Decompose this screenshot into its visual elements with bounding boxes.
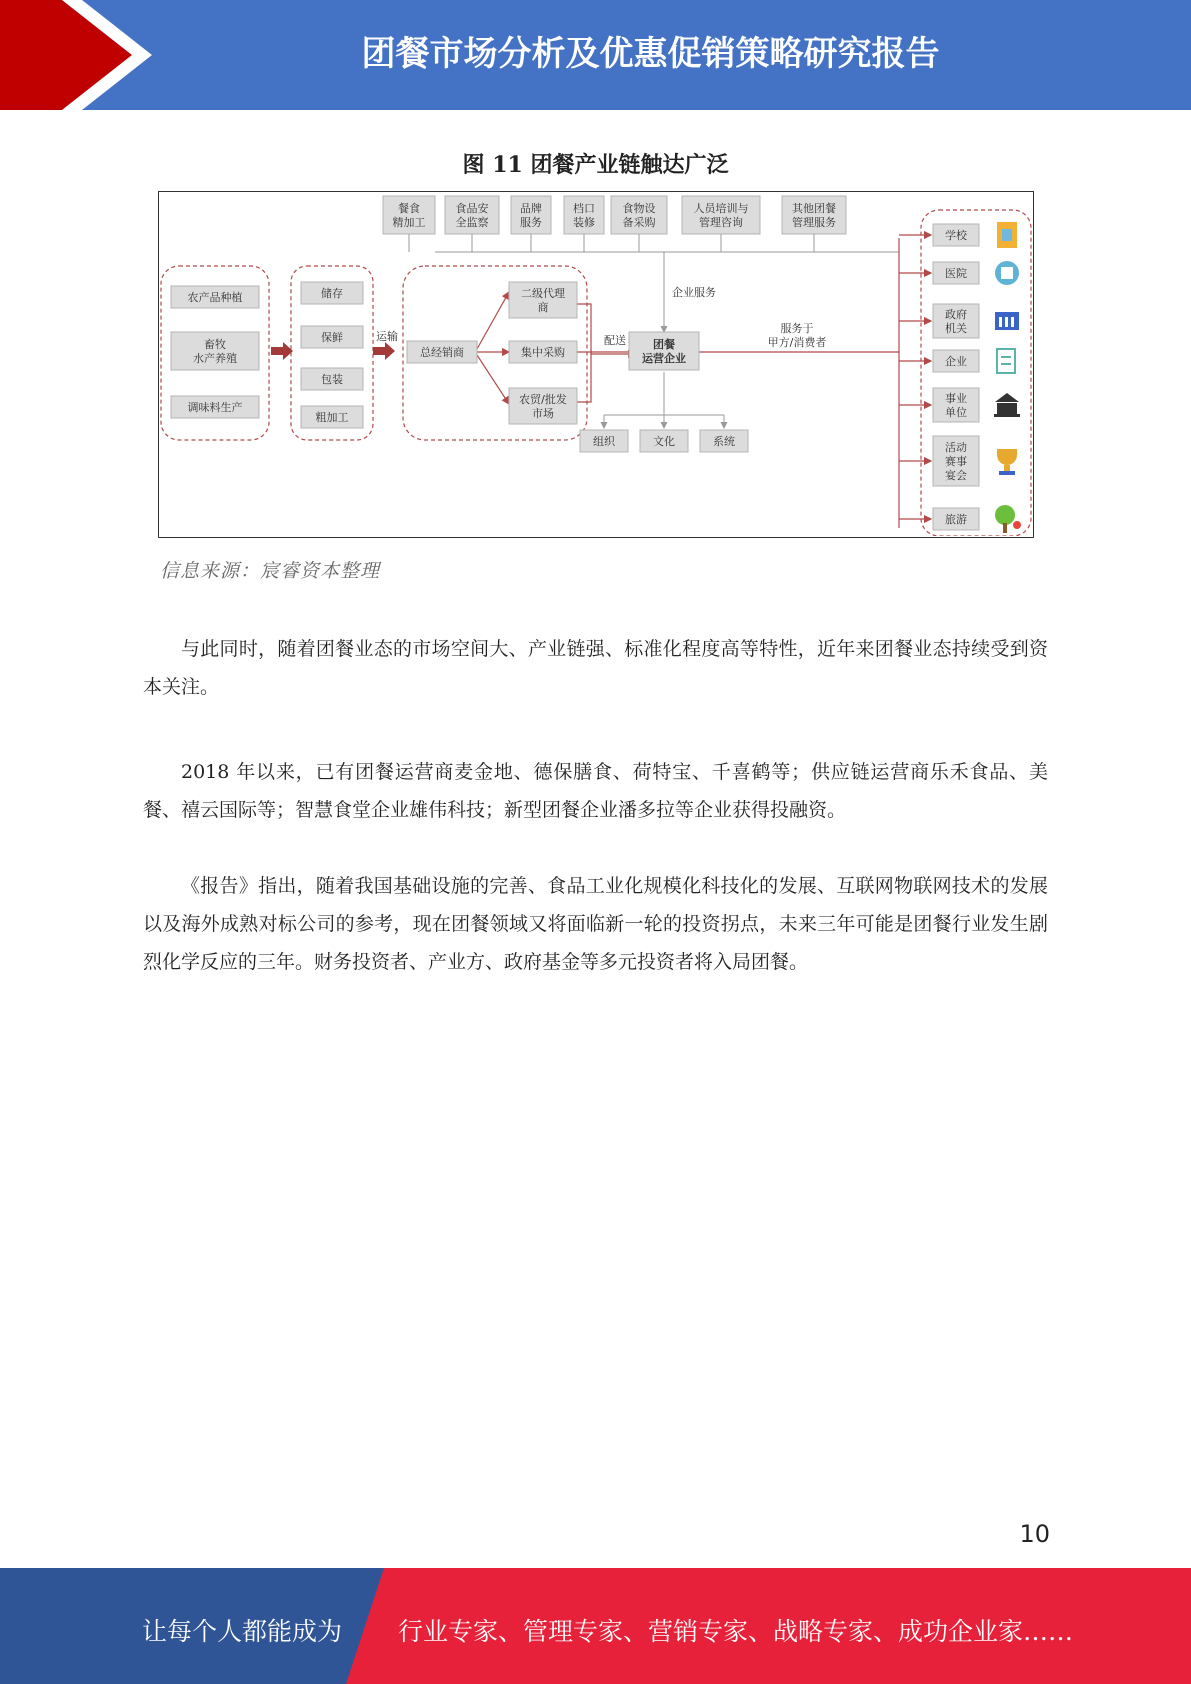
customer-1-label-0: 医院	[945, 267, 967, 280]
bottom-2	[700, 430, 748, 452]
customer-1	[933, 262, 979, 284]
customer-3-label-0: 企业	[945, 355, 967, 368]
customer-4	[933, 388, 979, 422]
customer-0	[933, 224, 979, 246]
logistics-3	[301, 406, 363, 428]
channel-1-label-0: 集中采购	[521, 346, 565, 359]
enterprise-service-label: 企业服务	[672, 286, 716, 299]
channel-2-label-0: 农贸/批发	[519, 393, 567, 406]
footer-slogan-right: 行业专家、管理专家、营销专家、战略专家、成功企业家……	[398, 1617, 1074, 1646]
logistics-1-label-0: 保鲜	[321, 331, 343, 344]
figure-title: 图 11 团餐产业链触达广泛	[462, 152, 729, 178]
top-service-4	[611, 196, 667, 234]
bottom-0	[580, 430, 628, 452]
channel-1	[509, 341, 577, 363]
page-header	[0, 0, 1191, 110]
customer-4-label-0: 事业	[945, 392, 967, 405]
upstream-2	[171, 396, 259, 418]
logistics-2-label-0: 包装	[321, 373, 343, 386]
top-service-6-label-1: 管理服务	[792, 216, 836, 229]
serve-label-0: 服务于	[780, 322, 814, 335]
top-service-0-label-0: 餐食	[398, 202, 420, 215]
top-service-0-label-1: 精加工	[392, 216, 426, 229]
footer-slogan-left: 让每个人都能成为	[142, 1617, 343, 1646]
tree-icon	[995, 505, 1021, 533]
channel-0-label-1: 商	[537, 301, 549, 314]
top-service-6-label-0: 其他团餐	[792, 202, 836, 215]
distributor	[407, 341, 477, 363]
customer-0-label-0: 学校	[945, 229, 967, 242]
office-building-icon	[997, 349, 1015, 373]
header-title: 团餐市场分析及优惠促销策略研究报告	[361, 34, 940, 74]
top-service-5-label-1: 管理咨询	[699, 216, 743, 229]
top-service-1-label-0: 食品安	[455, 202, 489, 215]
paragraph-2: 2018 年以来，已有团餐运营商麦金地、德保膳食、荷特宝、千喜鹤等；供应链运营商乐禾食品、美餐、禧云国际等；智慧食堂企业雄伟科技；新型团餐企业潘多拉等企业获得投融资。	[143, 761, 1048, 821]
core-operator	[629, 332, 699, 370]
bottom-1	[640, 430, 688, 452]
top-service-1-label-1: 全监察	[455, 216, 489, 229]
channel-0-label-0: 二级代理	[521, 287, 565, 300]
top-service-3-label-0: 档口	[573, 202, 595, 215]
trophy-icon	[997, 449, 1017, 475]
channel-2	[509, 388, 577, 424]
customer-2-label-1: 机关	[945, 322, 967, 335]
upstream-1-label-0: 畜牧	[204, 338, 226, 351]
government-icon	[995, 312, 1019, 330]
top-service-3-label-1: 装修	[573, 216, 595, 229]
bottom-1-label-0: 文化	[653, 435, 675, 448]
upstream-0-label-0: 农产品种植	[187, 291, 243, 304]
logistics-0-label-0: 储存	[321, 287, 343, 300]
top-service-2-label-1: 服务	[520, 216, 542, 229]
core-operator-label-0: 团餐	[653, 338, 675, 351]
industry-chain-diagram	[158, 191, 1034, 538]
school-icon	[997, 222, 1017, 248]
figure-source: 信息来源：宸睿资本整理	[160, 560, 381, 582]
distributor-label-0: 总经销商	[420, 346, 464, 359]
top-service-5-label-0: 人员培训与	[693, 202, 749, 215]
customer-6-label-0: 旅游	[945, 513, 967, 526]
customer-6	[933, 508, 979, 530]
upstream-1	[171, 332, 259, 370]
upstream-2-label-0: 调味料生产	[187, 401, 243, 414]
bottom-2-label-0: 系统	[713, 435, 735, 448]
top-service-2-label-0: 品牌	[520, 202, 542, 215]
top-service-0	[383, 196, 435, 234]
paragraph-3: 《报告》指出，随着我国基础设施的完善、食品工业化规模化科技化的发展、互联网物联网技术的发展以及海外成熟对标公司的参考，现在团餐领域又将面临新一轮的投资拐点，未来三年可能是团餐行业发生剧烈化学反应的三年。财务投资者、产业方、政府基金等多元投资者将入局团餐。	[143, 875, 1048, 973]
logistics-2	[301, 368, 363, 390]
institution-icon	[994, 393, 1020, 417]
hospital-icon	[995, 261, 1019, 285]
serve-label-1: 甲方/消费者	[767, 336, 827, 349]
bottom-0-label-0: 组织	[593, 435, 615, 448]
customer-5	[933, 436, 979, 486]
customer-5-label-2: 宴会	[945, 469, 967, 482]
top-service-1	[445, 196, 499, 234]
upstream-1-label-1: 水产养殖	[193, 352, 237, 365]
customer-5-label-0: 活动	[945, 441, 967, 454]
logistics-0	[301, 282, 363, 304]
customer-4-label-1: 单位	[945, 406, 967, 419]
core-operator-label-1: 运营企业	[642, 352, 686, 365]
delivery-label: 配送	[604, 334, 626, 347]
channel-2-label-1: 市场	[532, 407, 554, 420]
top-service-4-label-0: 食物设	[622, 202, 656, 215]
paragraph-1: 与此同时，随着团餐业态的市场空间大、产业链强、标准化程度高等特性，近年来团餐业态持续受到资本关注。	[143, 638, 1048, 698]
customer-5-label-1: 赛事	[945, 455, 967, 468]
channel-0	[509, 282, 577, 318]
customer-2-label-0: 政府	[945, 308, 967, 321]
transport-label: 运输	[376, 330, 398, 343]
upstream-0	[171, 286, 259, 308]
top-service-5	[682, 196, 760, 234]
top-service-6	[782, 196, 846, 234]
customer-2	[933, 304, 979, 338]
top-service-2	[511, 196, 551, 234]
customer-3	[933, 350, 979, 372]
logistics-3-label-0: 粗加工	[315, 411, 349, 424]
logistics-1	[301, 326, 363, 348]
top-service-3	[564, 196, 604, 234]
top-service-4-label-1: 备采购	[622, 216, 656, 229]
page-number: 10	[1019, 1520, 1050, 1548]
